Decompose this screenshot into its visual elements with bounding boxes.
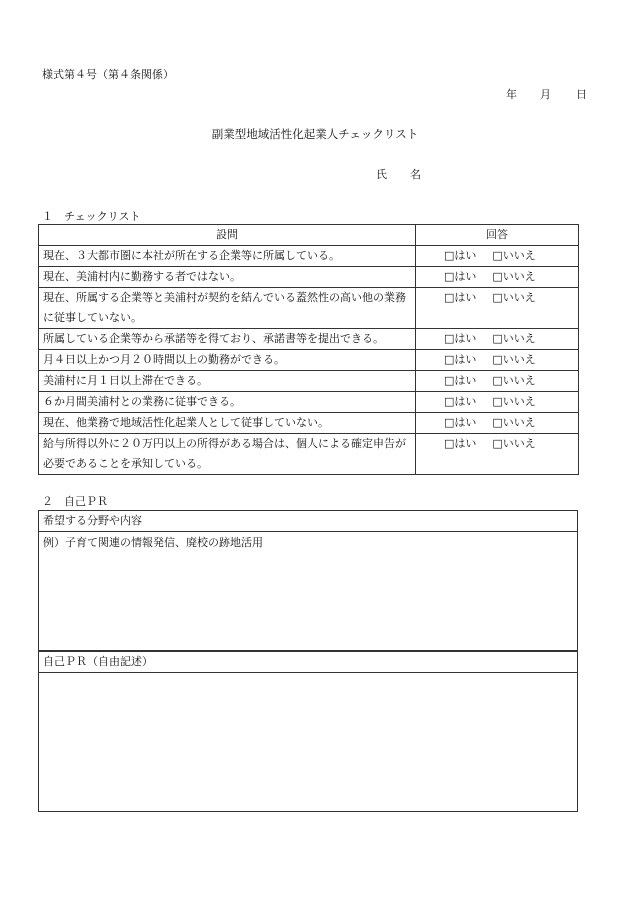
yes-checkbox[interactable]: □はい — [444, 416, 477, 429]
self-pr-box — [38, 651, 578, 812]
no-checkbox[interactable]: □いいえ — [492, 270, 536, 283]
checklist-row — [39, 288, 579, 329]
yes-checkbox[interactable]: □はい — [444, 395, 477, 408]
yes-checkbox[interactable]: □はい — [444, 291, 477, 304]
no-checkbox[interactable]: □いいえ — [492, 395, 536, 408]
yes-checkbox[interactable]: □はい — [444, 332, 477, 345]
answer-cell — [416, 413, 579, 434]
no-checkbox[interactable]: □いいえ — [492, 374, 536, 387]
yes-checkbox[interactable]: □はい — [444, 437, 477, 450]
date-month: 月 — [540, 88, 551, 101]
question-text: 給与所得以外に２０万円以上の所得がある場合は、個人による確定申告が必要であることを承知している。 — [39, 434, 416, 475]
name-label-right: 名 — [410, 168, 421, 181]
question-text: 月４日以上かつ月２０時間以上の勤務ができる。 — [39, 350, 416, 371]
question-text: 現在、他業務で地域活性化起業人として従事していない。 — [39, 413, 416, 434]
no-checkbox[interactable]: □いいえ — [492, 416, 536, 429]
answer-cell — [416, 246, 579, 267]
question-text: 所属している企業等から承諾等を得ており、承諾書等を提出できる。 — [39, 329, 416, 350]
date-year: 年 — [506, 88, 517, 101]
no-checkbox[interactable]: □いいえ — [492, 249, 536, 262]
checklist-row — [39, 413, 579, 434]
checklist-header-row — [39, 225, 579, 246]
no-checkbox[interactable]: □いいえ — [492, 353, 536, 366]
answer-cell — [416, 434, 579, 475]
question-text: ６か月間美浦村との業務に従事できる。 — [39, 392, 416, 413]
answer-cell — [416, 371, 579, 392]
self-pr-header: 自己ＰＲ（自由記述） — [39, 652, 577, 673]
yes-checkbox[interactable]: □はい — [444, 249, 477, 262]
col-answer-header: 回答 — [416, 225, 579, 246]
answer-cell — [416, 350, 579, 371]
checklist-row — [39, 371, 579, 392]
desired-field-example[interactable]: 例）子育て関連の情報発信、廃校の跡地活用 — [43, 536, 263, 549]
answer-cell — [416, 267, 579, 288]
desired-field-header: 希望する分野や内容 — [39, 511, 577, 532]
checklist-row — [39, 392, 579, 413]
question-text: 美浦村に月１日以上滞在できる。 — [39, 371, 416, 392]
self-pr-content[interactable] — [39, 673, 577, 677]
yes-checkbox[interactable]: □はい — [444, 353, 477, 366]
question-text: 現在、所属する企業等と美浦村が契約を結んでいる蓋然性の高い他の業務に従事していない。 — [39, 288, 416, 329]
document-title: 副業型地域活性化起業人チェックリスト — [211, 127, 419, 141]
answer-cell — [416, 392, 579, 413]
no-checkbox[interactable]: □いいえ — [492, 291, 536, 304]
no-checkbox[interactable]: □いいえ — [492, 332, 536, 345]
section1-heading: １ チェックリスト — [42, 210, 141, 223]
checklist-row — [39, 246, 579, 267]
checklist-row — [39, 329, 579, 350]
checklist-row — [39, 434, 579, 475]
form-number: 様式第４号（第４条関係） — [42, 68, 174, 81]
question-text: 現在、美浦村内に勤務する者ではない。 — [39, 267, 416, 288]
col-question-header: 設問 — [39, 225, 416, 246]
checklist-table — [38, 224, 579, 475]
date-day: 日 — [576, 88, 587, 101]
yes-checkbox[interactable]: □はい — [444, 374, 477, 387]
checklist-row — [39, 350, 579, 371]
name-label-left: 氏 — [376, 168, 387, 181]
desired-field-box — [38, 510, 578, 651]
yes-checkbox[interactable]: □はい — [444, 270, 477, 283]
answer-cell — [416, 288, 579, 329]
section2-heading: ２ 自己ＰＲ — [42, 495, 108, 508]
answer-cell — [416, 329, 579, 350]
no-checkbox[interactable]: □いいえ — [492, 437, 536, 450]
question-text: 現在、３大都市圏に本社が所在する企業等に所属している。 — [39, 246, 416, 267]
checklist-row — [39, 267, 579, 288]
